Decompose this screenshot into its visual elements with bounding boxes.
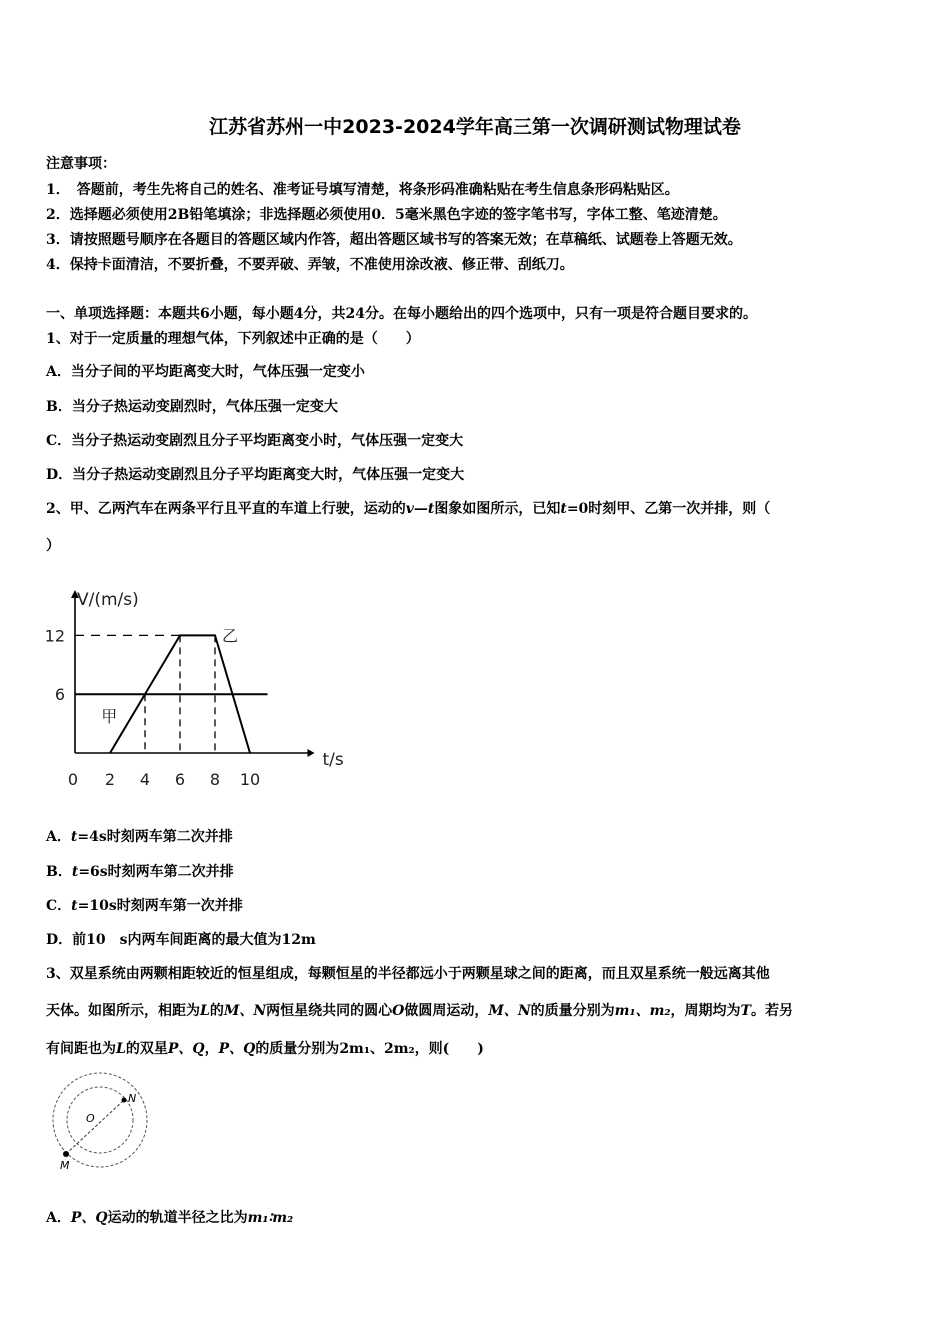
q3-line-3: 有间距也为L的双星P、Q，P、Q的质量分别为2m₁、2m₂，则( ) <box>46 1041 484 1057</box>
q1-stem: 1、对于一定质量的理想气体，下列叙述中正确的是（ ） <box>46 331 420 347</box>
q2-stem-end: ） <box>46 538 60 554</box>
notice-item-4: 4．保持卡面清洁，不要折叠，不要弄破、弄皱，不准使用涂改液、修正带、刮纸刀。 <box>46 257 574 273</box>
section-heading: 一、单项选择题：本题共6小题，每小题4分，共24分。在每小题给出的四个选项中，只有一项是符合题目要求的。 <box>46 306 757 322</box>
q1-option-c: C．当分子热运动变剧烈且分子平均距离变小时，气体压强一定变大 <box>46 433 464 449</box>
star-n <box>122 1098 127 1103</box>
q2-option-b: B．t=6s时刻两车第二次并排 <box>46 864 234 880</box>
label-m: M <box>60 1159 70 1172</box>
notice-item-2: 2．选择题必须使用2B铅笔填涂；非选择题必须使用0．5毫米黑色字迹的签字笔书写，字体工整、笔迹清楚。 <box>46 207 727 223</box>
x-axis-label: t/s <box>322 750 344 770</box>
q1-option-d: D．当分子热运动变剧烈且分子平均距离变大时，气体压强一定变大 <box>46 467 465 483</box>
label-o: O <box>86 1112 95 1125</box>
q1-option-b: B．当分子热运动变剧烈时，气体压强一定变大 <box>46 399 338 415</box>
inner-orbit <box>67 1087 133 1153</box>
q3-option-a: A．P、Q运动的轨道半径之比为m₁∶m₂ <box>46 1210 294 1226</box>
x-tick-label: 8 <box>209 770 221 789</box>
star-m <box>63 1151 69 1157</box>
series-label-yi: 乙 <box>222 626 239 646</box>
x-tick-label: 4 <box>139 770 151 789</box>
x-tick-label: 2 <box>104 770 116 789</box>
x-tick-label: 6 <box>174 770 186 789</box>
notice-item-3: 3．请按照题号顺序在各题目的答题区域内作答，超出答题区域书写的答案无效；在草稿纸、试题卷上答题无效。 <box>46 232 742 248</box>
label-n: N <box>128 1092 137 1105</box>
notice-heading: 注意事项： <box>46 156 116 172</box>
x-tick-label: 0 <box>67 770 79 789</box>
q2-option-d: D．前10 s内两车间距离的最大值为12m <box>46 932 316 948</box>
binary-star-figure <box>48 1070 158 1175</box>
vt-chart <box>40 580 360 805</box>
y-axis-label: V/(m/s) <box>77 590 139 610</box>
q3-line-2: 天体。如图所示，相距为L的M、N两恒星绕共同的圆心O做圆周运动，M、N的质量分别为m₁、m₂，周期均为T。若另 <box>46 1003 793 1019</box>
center-line <box>66 1100 124 1154</box>
x-axis-arrow <box>308 749 315 757</box>
page-title: 江苏省苏州一中2023-2024学年高三第一次调研测试物理试卷 <box>209 116 741 138</box>
y-tick-label: 6 <box>54 685 65 705</box>
notice-item-1: 1． 答题前，考生先将自己的姓名、准考证号填写清楚，将条形码准确粘贴在考生信息条形码粘贴区。 <box>46 182 679 198</box>
q3-line-1: 3、双星系统由两颗相距较近的恒星组成，每颗恒星的半径都远小于两颗星球之间的距离，而且双星系统一般远离其他 <box>46 966 770 982</box>
series-label-jia: 甲 <box>101 707 118 727</box>
x-tick-label: 10 <box>239 770 261 789</box>
q2-stem: 2、甲、乙两汽车在两条平行且平直的车道上行驶，运动的v—t图象如图所示，已知t=0时刻甲、乙第一次并排，则（ <box>46 501 771 517</box>
y-tick-label: 12 <box>44 626 65 646</box>
q1-option-a: A．当分子间的平均距离变大时，气体压强一定变小 <box>46 364 365 380</box>
q2-option-a: A．t=4s时刻两车第二次并排 <box>46 829 233 845</box>
q2-option-c: C．t=10s时刻两车第一次并排 <box>46 898 243 914</box>
